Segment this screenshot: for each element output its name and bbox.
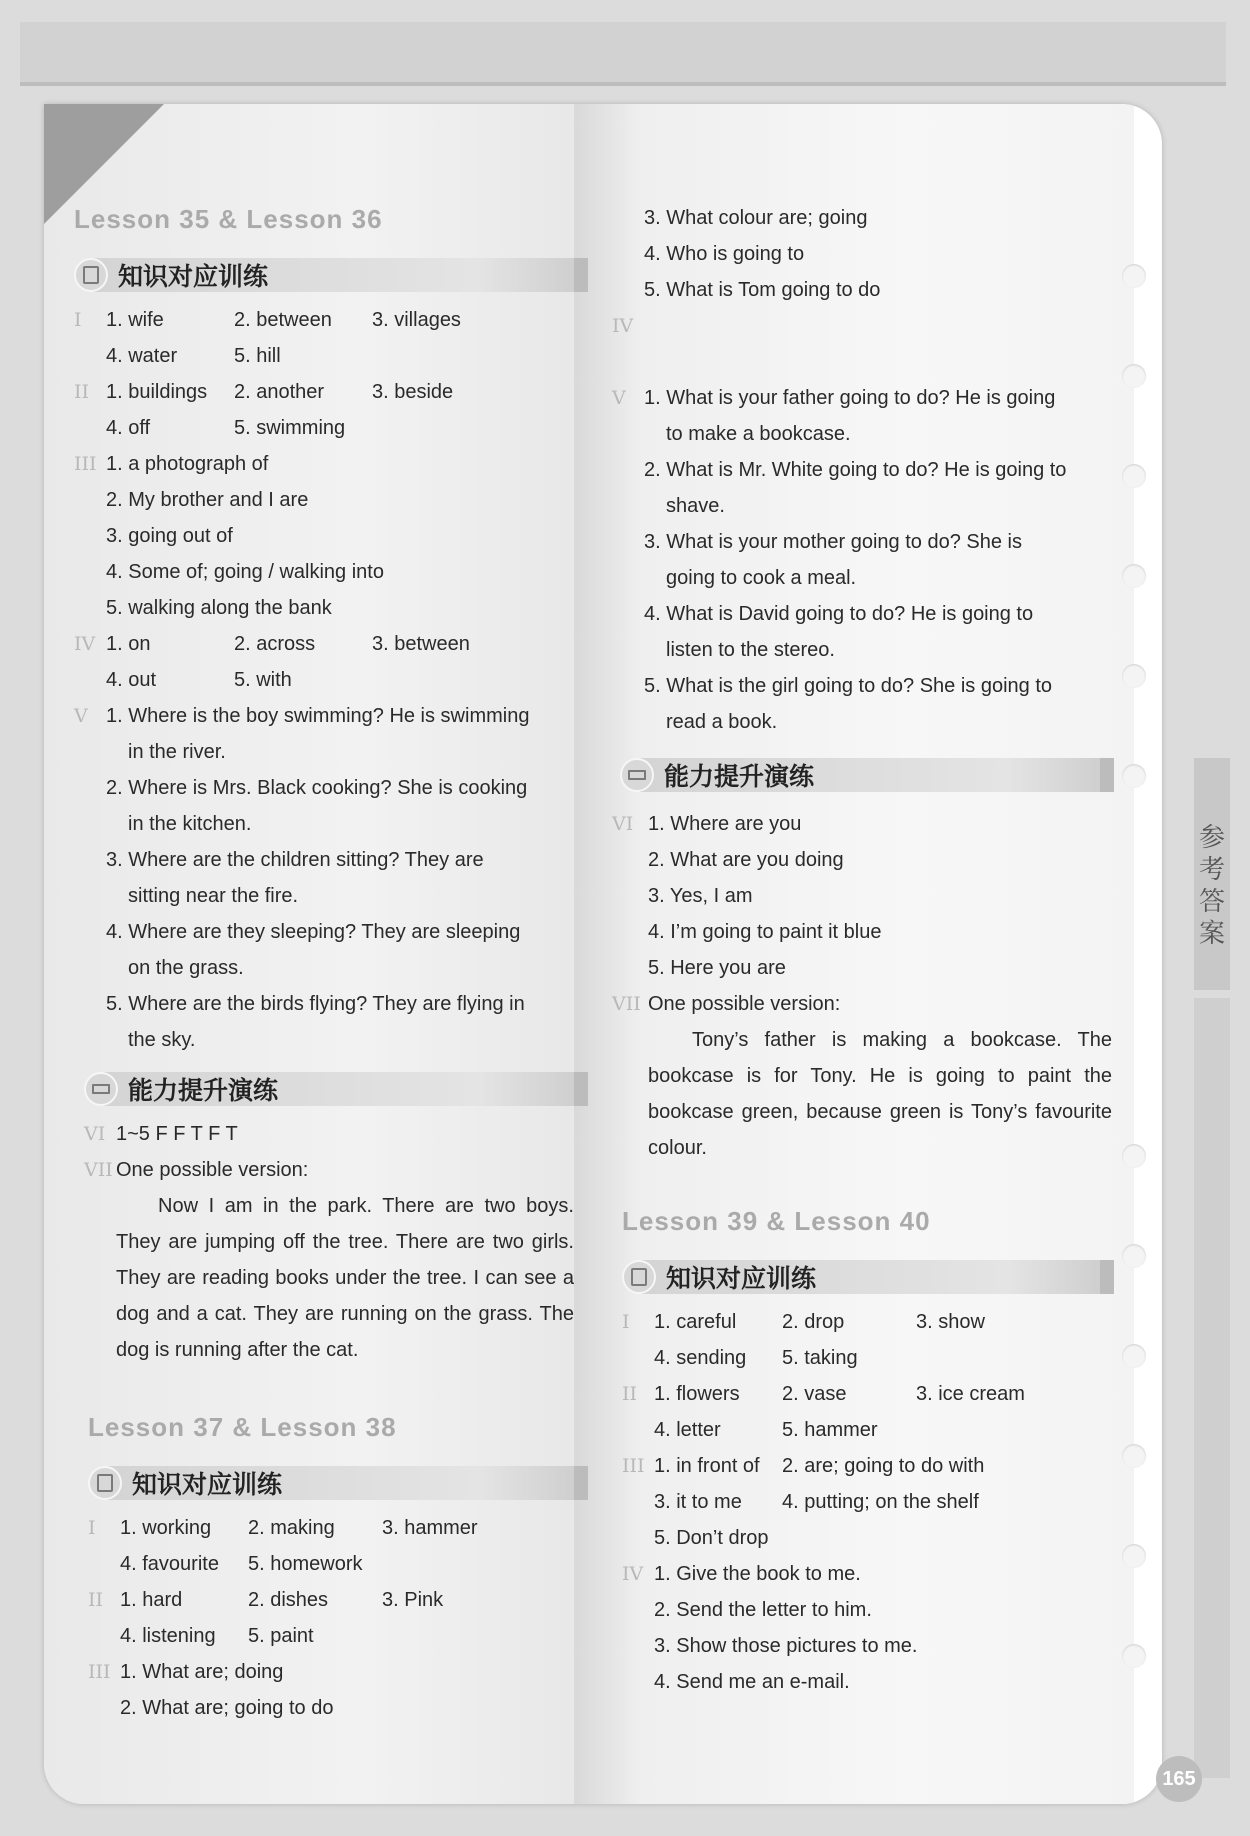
binder-hole [1122, 764, 1146, 788]
layers-icon [620, 758, 654, 792]
answer: 2. dishes [248, 1589, 329, 1611]
binder-hole [1122, 1244, 1146, 1268]
binder-holes [1116, 164, 1152, 1744]
binder-hole [1122, 1344, 1146, 1368]
section-title: 能力提升演练 [128, 1076, 279, 1105]
answer: 4. What is David going to do? He is going to [644, 603, 1034, 625]
answer: 3. What colour are; going [644, 207, 868, 229]
question-number: V [74, 705, 88, 727]
answer: 3. villages [372, 309, 461, 331]
answer: 3. What is your mother going to do? She is [644, 531, 1022, 553]
answer: 5. walking along the bank [106, 597, 332, 619]
answer: One possible version: [116, 1159, 309, 1181]
answer: 3. Show those pictures to me. [654, 1635, 918, 1657]
answer: 5. taking [782, 1347, 858, 1369]
answer: 2. are; going to do with [782, 1455, 985, 1477]
answer: 1. Where is the boy swimming? He is swimming [106, 705, 530, 727]
page-number: 165 [1156, 1756, 1202, 1802]
answer: 2. My brother and I are [106, 489, 309, 511]
answer-cont: on the grass. [128, 957, 244, 979]
sample-paragraph: Now I am in the park. There are two boys. They are jumping off the tree. There are two girls. They are reading books under the tree. I can see a dog and a cat. They are running on the grass. The dog is running after the cat. [116, 1195, 574, 1361]
answer: 5. Where are the birds flying? They are flying in [106, 993, 525, 1015]
answer: 3. Yes, I am [648, 885, 753, 907]
answer: 4. Send me an e-mail. [654, 1671, 850, 1693]
sample-paragraph: Tony’s father is making a bookcase. The bookcase is for Tony. He is going to paint the bookcase green, because green is Tony’s favourite colour. [648, 1029, 1112, 1159]
binder-hole [1122, 1644, 1146, 1668]
answer: 3. between [372, 633, 470, 655]
answer: 4. letter [654, 1419, 721, 1441]
answer-cont: in the river. [128, 741, 226, 763]
side-tab-lower [1194, 998, 1230, 1778]
answer: 4. water [106, 345, 178, 367]
answer: 1. hard [120, 1589, 183, 1611]
question-number: VI [84, 1123, 106, 1145]
question-number: II [88, 1589, 104, 1611]
answer: 5. with [234, 669, 292, 691]
lesson-heading: Lesson 39 & Lesson 40 [622, 1206, 931, 1236]
answer: 1. in front of [654, 1455, 760, 1477]
answer: 2. What are you doing [648, 849, 844, 871]
binder-hole [1122, 464, 1146, 488]
answer: 4. sending [654, 1347, 747, 1369]
binder-hole [1122, 264, 1146, 288]
question-number: IV [74, 633, 96, 655]
question-number: I [622, 1311, 630, 1333]
answer: 1. working [120, 1517, 212, 1539]
answer: 1~5 F F T F T [116, 1123, 238, 1145]
answer: 1. What is your father going to do? He is going [644, 387, 1056, 409]
answer: 3. Pink [382, 1589, 444, 1611]
binder-hole [1122, 1544, 1146, 1568]
question-number: III [88, 1661, 111, 1683]
answer: 5. paint [248, 1625, 314, 1647]
left-answers-2 [84, 1116, 574, 1368]
answer: 4. favourite [120, 1553, 219, 1575]
lesson-heading: Lesson 37 & Lesson 38 [88, 1412, 397, 1442]
answer: 5. What is the girl going to do? She is going to [644, 675, 1053, 697]
answer: 2. Where is Mrs. Black cooking? She is cooking [106, 777, 528, 799]
answer: 5. Here you are [648, 957, 786, 979]
left-section-2 [84, 1070, 574, 1108]
left-answers-1 [74, 302, 574, 1051]
question-number: III [622, 1455, 645, 1477]
answer: 1. buildings [106, 381, 208, 403]
answer-cont: shave. [666, 495, 725, 517]
question-number: VI [612, 813, 634, 835]
right-section-3 [622, 1258, 1100, 1296]
left-column [74, 204, 574, 235]
right-lesson-3 [622, 1206, 1102, 1237]
answer: 1. wife [106, 309, 164, 331]
answer: 5. What is Tom going to do [644, 279, 881, 301]
question-number: VII [84, 1159, 113, 1181]
binder-hole [1122, 1444, 1146, 1468]
side-tab-label: 参考答案 [1198, 823, 1225, 949]
document-icon [88, 1466, 122, 1500]
answer: 4. Who is going to [644, 243, 805, 265]
left-lesson-2 [88, 1412, 568, 1443]
answer: 2. between [234, 309, 332, 331]
answer: 4. Where are they sleeping? They are sleeping [106, 921, 521, 943]
left-section-1 [74, 256, 574, 294]
answer: 2. What are; going to do [120, 1697, 334, 1719]
answer-cont: read a book. [666, 711, 778, 733]
answer: 3. ice cream [916, 1383, 1025, 1405]
question-number: IV [622, 1563, 644, 1585]
answer-cont: listen to the stereo. [666, 639, 835, 661]
top-binder-strip [20, 22, 1226, 86]
answer: 2. across [234, 633, 316, 655]
answer: 3. show [916, 1311, 985, 1333]
left-answers-3 [88, 1510, 574, 1726]
question-number: III [74, 453, 97, 475]
answer: 2. making [248, 1517, 335, 1539]
answer: 1. careful [654, 1311, 737, 1333]
binder-hole [1122, 564, 1146, 588]
lesson-heading: Lesson 35 & Lesson 36 [74, 204, 383, 234]
right-answers-3 [622, 1304, 1102, 1700]
answer-cont: going to cook a meal. [666, 567, 857, 589]
answer: 2. another [234, 381, 325, 403]
answer: 1. flowers [654, 1383, 740, 1405]
section-title: 能力提升演练 [664, 762, 815, 791]
answer: 5. homework [248, 1553, 363, 1575]
answer: 1. a photograph of [106, 453, 269, 475]
section-title: 知识对应训练 [118, 262, 269, 291]
answer: 3. hammer [382, 1517, 478, 1539]
answer: 1. on [106, 633, 151, 655]
answer: 4. out [106, 669, 157, 691]
answer: 4. Some of; going / walking into [106, 561, 384, 583]
binder-hole [1122, 364, 1146, 388]
answer: 4. I’m going to paint it blue [648, 921, 882, 943]
answer: 3. beside [372, 381, 454, 403]
answer: 3. going out of [106, 525, 233, 547]
answer: 5. hill [234, 345, 281, 367]
answer-cont: in the kitchen. [128, 813, 252, 835]
answer-cont: sitting near the fire. [128, 885, 299, 907]
answer: 3. Where are the children sitting? They are [106, 849, 484, 871]
answer-cont: the sky. [128, 1029, 196, 1051]
document-icon [622, 1260, 656, 1294]
answer: 2. vase [782, 1383, 847, 1405]
section-title: 知识对应训练 [132, 1470, 283, 1499]
answer: 4. listening [120, 1625, 216, 1647]
answer: 1. What are; doing [120, 1661, 284, 1683]
right-section-2 [620, 756, 1100, 794]
right-answers-2 [612, 806, 1112, 1166]
answer: 3. it to me [654, 1491, 742, 1513]
binder-hole [1122, 1144, 1146, 1168]
layers-icon [84, 1072, 118, 1106]
question-number: VII [612, 993, 641, 1015]
answer: 4. off [106, 417, 151, 439]
binder-hole [1122, 664, 1146, 688]
section-title: 知识对应训练 [666, 1264, 817, 1293]
right-answers-1 [612, 200, 1112, 740]
answer: 2. Send the letter to him. [654, 1599, 872, 1621]
answer: 5. Don’t drop [654, 1527, 769, 1549]
question-number: V [612, 387, 626, 409]
answer: 5. swimming [234, 417, 346, 439]
answer: One possible version: [648, 993, 841, 1015]
answer: 1. Where are you [648, 813, 802, 835]
question-number: II [74, 381, 90, 403]
answer: 4. putting; on the shelf [782, 1491, 979, 1513]
answer: 2. What is Mr. White going to do? He is going to [644, 459, 1067, 481]
question-number: I [88, 1517, 96, 1539]
answer: 5. hammer [782, 1419, 878, 1441]
answer: 2. drop [782, 1311, 845, 1333]
question-number: I [74, 309, 82, 331]
answer: 1. Give the book to me. [654, 1563, 861, 1585]
answer-cont: to make a bookcase. [666, 423, 851, 445]
question-number: II [622, 1383, 638, 1405]
document-icon [74, 258, 108, 292]
left-section-3 [88, 1464, 574, 1502]
question-number: IV [612, 315, 634, 337]
